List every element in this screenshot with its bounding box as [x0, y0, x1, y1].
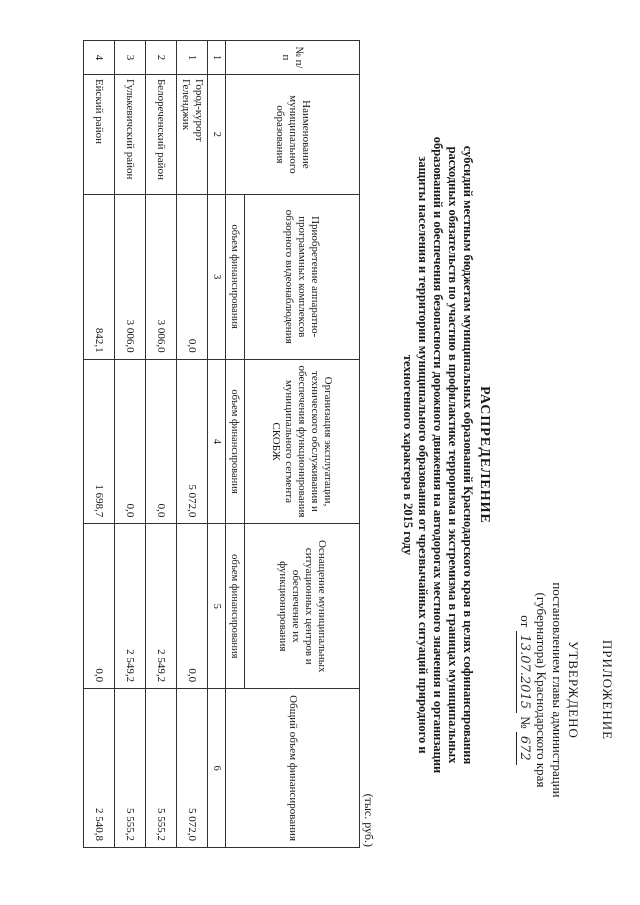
- value-col4: 0,0: [146, 359, 177, 524]
- subheader-col5: объем финансирования: [226, 524, 245, 689]
- value-col3: 3 006,0: [115, 194, 146, 359]
- date-prefix: от: [518, 615, 533, 628]
- approved-label: УТВЕРЖДЕНО: [566, 641, 581, 739]
- value-col5: 2 549,2: [115, 524, 146, 689]
- title-line-2: расходных обязательств по участию в профилактике терроризма и экстремизма в границах муниципальных: [446, 146, 460, 764]
- value-col4: 0,0: [115, 359, 146, 524]
- municipality-name: Ейский район: [84, 74, 115, 194]
- row-number: 4: [84, 41, 115, 75]
- handwritten-number: 672: [516, 732, 532, 765]
- column-number: 3: [208, 194, 226, 359]
- header-col3: Приобретение аппаратно-программных комплексов обзорного видеонаблюдения: [245, 194, 360, 359]
- appendix-label: ПРИЛОЖЕНИЕ: [600, 639, 615, 741]
- subheader-col3: объем финансирования: [226, 194, 245, 359]
- value-total: 2 540,8: [84, 689, 115, 848]
- subheader-col4: объем финансирования: [226, 359, 245, 524]
- approval-line-1: постановлением главы администрации: [550, 582, 565, 798]
- column-number: 1: [208, 41, 226, 75]
- value-col4: 1 698,7: [84, 359, 115, 524]
- municipality-name: Белореченский район: [146, 74, 177, 194]
- distribution-table: [83, 40, 360, 848]
- column-number: 2: [208, 74, 226, 194]
- value-total: 5 072,0: [177, 689, 208, 848]
- column-number: 6: [208, 689, 226, 848]
- handwritten-date: 13.07.2015: [516, 631, 532, 713]
- table-row: [146, 41, 177, 848]
- title-heading: РАСПРЕДЕЛЕНИЕ: [477, 386, 492, 524]
- column-number: 4: [208, 359, 226, 524]
- table-header-row: [245, 41, 360, 848]
- table-row: [177, 41, 208, 848]
- row-number: 1: [177, 41, 208, 75]
- header-name: Наименование муниципального образования: [226, 74, 360, 194]
- header-col6: Общий объем финансирования: [226, 689, 360, 848]
- title-line-4: защиты населения и территории муниципального образования от чрезвычайных ситуаций природного и: [416, 156, 430, 754]
- units-label: (тыс. руб.): [362, 793, 376, 847]
- approval-stamp: [516, 560, 615, 820]
- table-row: [84, 41, 115, 848]
- value-col3: 0,0: [177, 194, 208, 359]
- document-title: [400, 60, 492, 850]
- header-num: № п/п: [226, 41, 360, 75]
- value-col5: 2 549,2: [146, 524, 177, 689]
- value-col4: 5 072,0: [177, 359, 208, 524]
- value-col5: 0,0: [84, 524, 115, 689]
- municipality-name: Гулькевичский район: [115, 74, 146, 194]
- title-line-5: техногенного характера в 2015 году: [401, 354, 415, 556]
- header-col4: Организация эксплуатации, технического обслуживания и обеспечения функционирования муниципального сегмента СКОБЖ: [245, 359, 360, 524]
- title-line-1: субсидий местным бюджетам муниципальных образований Краснодарского края в целях софинансирования: [461, 145, 475, 765]
- approval-line-2: (губернатора) Краснодарского края: [534, 592, 549, 788]
- municipality-name: Город-курорт Геленджик: [177, 74, 208, 194]
- column-number-row: [208, 41, 226, 848]
- value-total: 5 555,2: [115, 689, 146, 848]
- row-number: 3: [115, 41, 146, 75]
- value-col3: 3 006,0: [146, 194, 177, 359]
- header-col5: Оснащение муниципальных ситуационных центров и обеспечение их функционирования: [245, 524, 360, 689]
- row-number: 2: [146, 41, 177, 75]
- table-row: [115, 41, 146, 848]
- value-col5: 0,0: [177, 524, 208, 689]
- approval-date-line: [516, 560, 533, 820]
- value-col3: 842,1: [84, 194, 115, 359]
- column-number: 5: [208, 524, 226, 689]
- title-line-3: образований и обеспечения безопасности дорожного движения на автодорогах местного значения и организации: [431, 136, 445, 774]
- number-prefix: №: [518, 716, 533, 729]
- value-total: 5 555,2: [146, 689, 177, 848]
